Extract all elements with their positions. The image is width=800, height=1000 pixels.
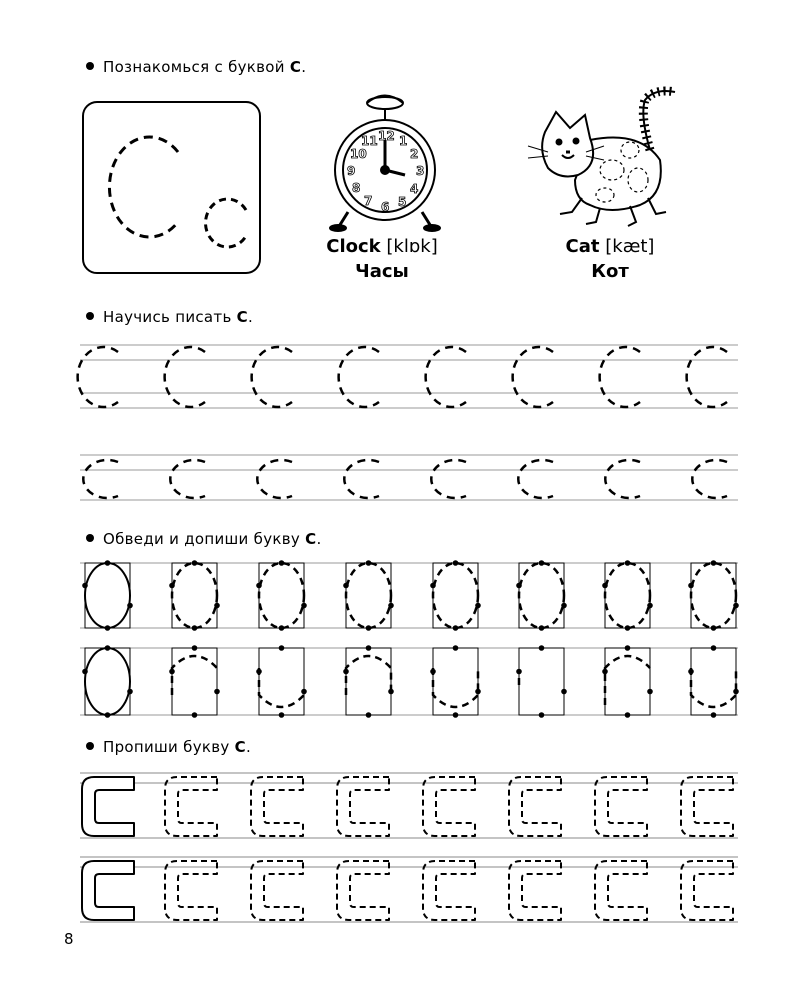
trace-dot xyxy=(625,560,631,566)
trace-partial xyxy=(605,656,650,705)
dashed-bold-c xyxy=(595,777,647,836)
svg-text:4: 4 xyxy=(410,182,419,196)
svg-text:1: 1 xyxy=(399,134,408,148)
dashed-c-letter xyxy=(252,347,292,407)
trace-dot xyxy=(343,583,349,589)
dashed-bold-c xyxy=(681,861,733,920)
dashed-bold-c xyxy=(681,777,733,836)
dashed-bold-c xyxy=(595,861,647,920)
trace-dot xyxy=(561,689,567,695)
trace-dot xyxy=(688,669,694,675)
dashed-c-letter xyxy=(692,460,727,498)
instruction-learn-to-write: Научись писать C. xyxy=(86,308,253,326)
dashed-bold-c xyxy=(165,861,217,920)
trace-box xyxy=(433,648,478,715)
trace-oval xyxy=(605,563,650,628)
trace-dot xyxy=(366,560,372,566)
trace-dot xyxy=(388,603,394,609)
outline-bold-c xyxy=(82,777,134,836)
trace-dot xyxy=(430,669,436,675)
trace-dot xyxy=(539,712,545,718)
trace-dot xyxy=(214,689,220,695)
trace-dot xyxy=(366,625,372,631)
trace-box xyxy=(259,648,304,715)
trace-oval xyxy=(433,563,478,628)
svg-text:10: 10 xyxy=(350,147,367,161)
trace-oval xyxy=(691,563,736,628)
trace-oval xyxy=(519,563,564,628)
dashed-bold-c xyxy=(423,861,475,920)
trace-dot xyxy=(169,669,175,675)
trace-dot xyxy=(105,645,111,651)
dashed-lowercase-c xyxy=(206,199,246,247)
trace-oval xyxy=(85,648,130,715)
dashed-c-letter xyxy=(170,460,205,498)
trace-dot xyxy=(602,583,608,589)
dashed-c-letter xyxy=(83,460,118,498)
trace-box xyxy=(605,648,650,715)
dashed-c-letter xyxy=(78,347,118,407)
trace-dot xyxy=(169,583,175,589)
trace-dot xyxy=(647,603,653,609)
trace-dot xyxy=(192,625,198,631)
dashed-c-letter xyxy=(431,460,466,498)
trace-dot xyxy=(602,669,608,675)
dashed-bold-c xyxy=(509,861,561,920)
svg-text:2: 2 xyxy=(410,147,419,161)
trace-dot xyxy=(475,689,481,695)
trace-partial xyxy=(172,656,217,695)
trace-box xyxy=(346,648,391,715)
trace-dot xyxy=(343,669,349,675)
trace-dot xyxy=(733,689,739,695)
trace-dot xyxy=(127,603,133,609)
trace-dot xyxy=(625,712,631,718)
trace-dot xyxy=(105,712,111,718)
trace-dot xyxy=(625,625,631,631)
trace-dot xyxy=(711,712,717,718)
trace-dot xyxy=(366,712,372,718)
trace-dot xyxy=(516,583,522,589)
svg-text:12: 12 xyxy=(378,129,395,143)
dashed-c-letter xyxy=(513,347,553,407)
trace-dot xyxy=(539,625,545,631)
trace-dot xyxy=(82,669,88,675)
trace-box xyxy=(519,648,564,715)
svg-text:6: 6 xyxy=(381,200,390,214)
trace-dot xyxy=(711,625,717,631)
word-cat: Cat [kæt] Кот xyxy=(565,236,655,282)
dashed-bold-c xyxy=(337,861,389,920)
svg-text:9: 9 xyxy=(347,164,356,178)
dashed-bold-c xyxy=(509,777,561,836)
dashed-c-letter xyxy=(165,347,205,407)
dashed-bold-c xyxy=(423,777,475,836)
trace-partial xyxy=(433,668,478,707)
trace-dot xyxy=(256,583,262,589)
trace-dot xyxy=(539,645,545,651)
trace-oval xyxy=(259,563,304,628)
trace-dot xyxy=(301,603,307,609)
trace-oval xyxy=(346,563,391,628)
trace-dot xyxy=(192,645,198,651)
svg-text:7: 7 xyxy=(364,194,373,208)
instruction-meet-letter: Познакомься с буквой C. xyxy=(86,58,306,76)
trace-dot xyxy=(453,712,459,718)
trace-dot xyxy=(105,625,111,631)
trace-partial xyxy=(259,668,304,707)
trace-dot xyxy=(516,669,522,675)
trace-dot xyxy=(475,603,481,609)
trace-dot xyxy=(430,583,436,589)
dashed-bold-c xyxy=(251,777,303,836)
trace-dot xyxy=(127,689,133,695)
trace-dot xyxy=(453,625,459,631)
trace-dot xyxy=(388,689,394,695)
dashed-c-letter xyxy=(426,347,466,407)
trace-box xyxy=(691,648,736,715)
trace-dot xyxy=(539,560,545,566)
trace-dot xyxy=(279,645,285,651)
word-clock: Clock [klɒk] Часы xyxy=(326,236,438,282)
trace-dot xyxy=(453,560,459,566)
trace-partial xyxy=(691,668,736,707)
trace-dot xyxy=(279,625,285,631)
dashed-c-letter xyxy=(605,460,640,498)
dashed-c-letter xyxy=(344,460,379,498)
trace-dot xyxy=(733,603,739,609)
letter-card xyxy=(83,102,260,273)
dashed-bold-c xyxy=(251,861,303,920)
svg-text:11: 11 xyxy=(361,134,378,148)
svg-text:8: 8 xyxy=(352,181,361,195)
trace-dot xyxy=(453,645,459,651)
dashed-bold-c xyxy=(337,777,389,836)
outline-bold-c xyxy=(82,861,134,920)
trace-dot xyxy=(301,689,307,695)
trace-dot xyxy=(366,645,372,651)
trace-dot xyxy=(82,583,88,589)
dashed-c-letter xyxy=(600,347,640,407)
page-number: 8 xyxy=(64,930,74,948)
trace-dot xyxy=(688,583,694,589)
trace-oval xyxy=(85,563,130,628)
dashed-c-letter xyxy=(687,347,727,407)
trace-dot xyxy=(711,645,717,651)
dashed-c-letter xyxy=(339,347,379,407)
trace-dot xyxy=(279,560,285,566)
trace-dot xyxy=(561,603,567,609)
dashed-c-letter xyxy=(257,460,292,498)
dashed-uppercase-c xyxy=(109,137,178,237)
trace-dot xyxy=(279,712,285,718)
practice-letters xyxy=(78,347,739,920)
trace-dot xyxy=(214,603,220,609)
trace-dot xyxy=(192,560,198,566)
trace-dot xyxy=(256,669,262,675)
dashed-c-letter xyxy=(518,460,553,498)
dashed-bold-c xyxy=(165,777,217,836)
trace-partial xyxy=(346,656,391,695)
cat-icon xyxy=(528,91,675,226)
trace-dot xyxy=(647,689,653,695)
svg-text:5: 5 xyxy=(398,195,407,209)
alarm-clock-icon xyxy=(330,96,440,232)
trace-box xyxy=(172,648,217,715)
trace-oval xyxy=(172,563,217,628)
svg-text:3: 3 xyxy=(416,164,425,178)
instruction-trace-letter: Обведи и допиши букву C. xyxy=(86,530,322,548)
trace-dot xyxy=(192,712,198,718)
trace-dot xyxy=(711,560,717,566)
trace-dot xyxy=(105,560,111,566)
trace-dot xyxy=(625,645,631,651)
instruction-write-letter: Пропиши букву C. xyxy=(86,738,251,756)
